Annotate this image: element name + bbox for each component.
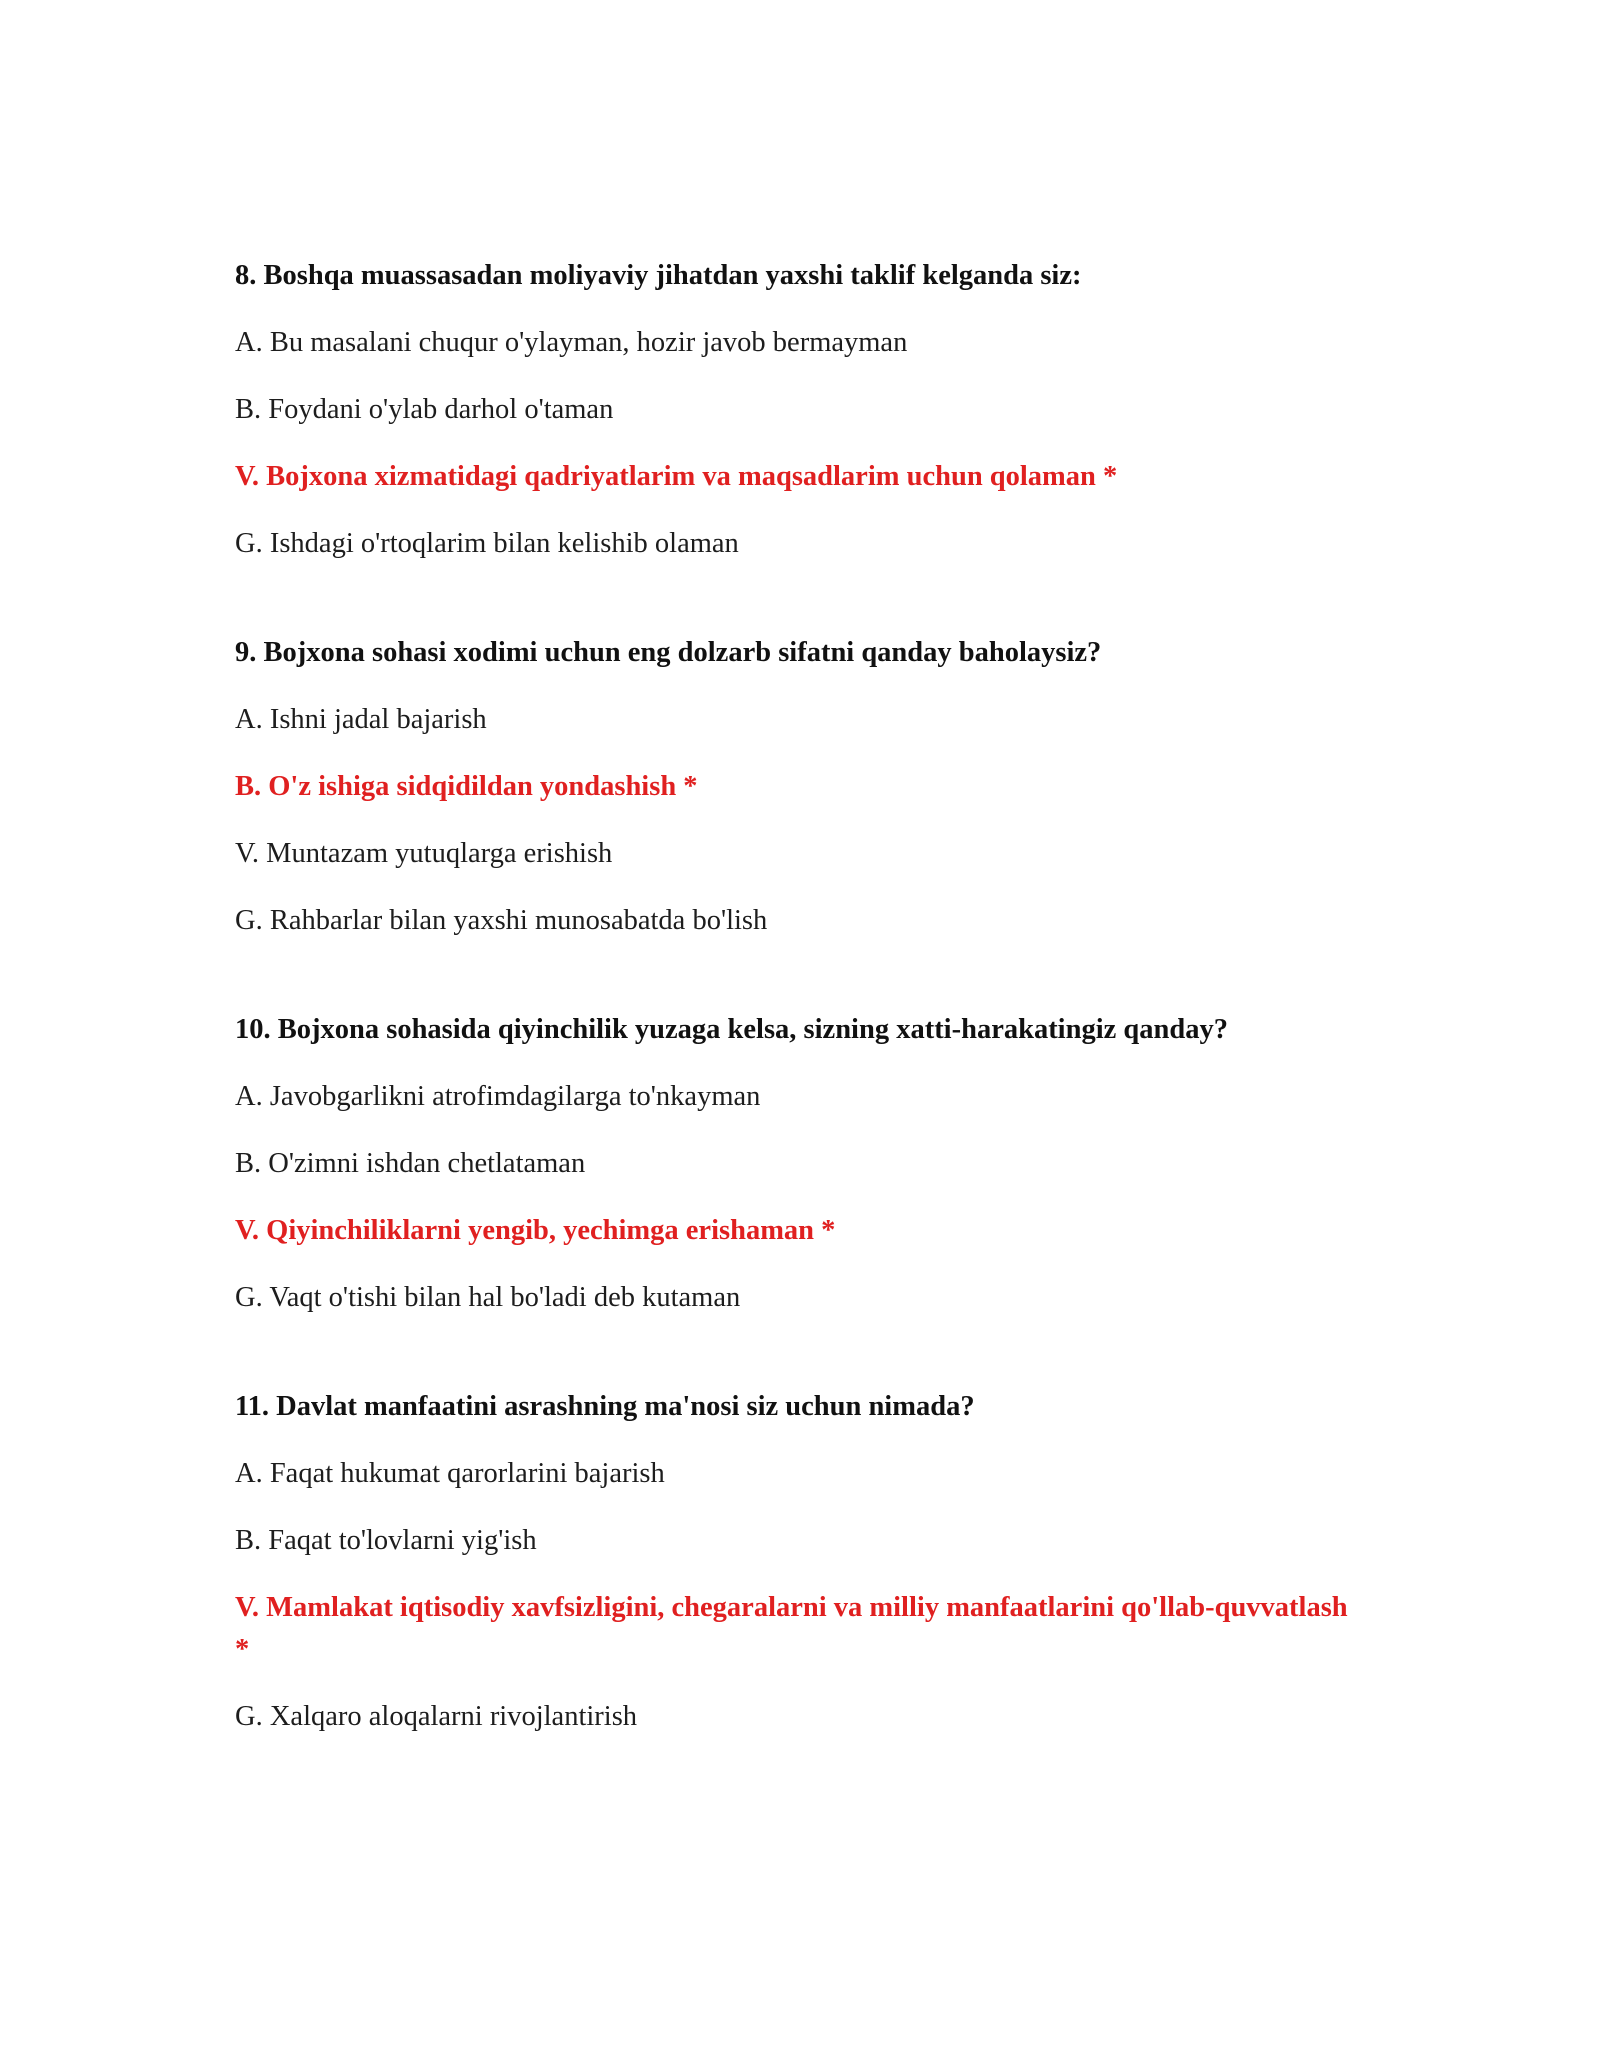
answer-option-b: B. Faqat to'lovlarni yig'ish <box>235 1525 537 1556</box>
answer-option-v-correct: V. Bojxona xizmatidagi qadriyatlarim va maqsadlarim uchun qolaman * <box>235 461 1118 492</box>
answer-option-g: G. Rahbarlar bilan yaxshi munosabatda bo'lish <box>235 905 768 936</box>
question-title: 11. Davlat manfaatini asrashning ma'nosi siz uchun nimada? <box>235 1391 975 1422</box>
answer-option-b-correct: B. O'z ishiga sidqidildan yondashish * <box>235 771 698 802</box>
answer-option-v-correct: V. Qiyinchiliklarni yengib, yechimga erishaman * <box>235 1215 836 1246</box>
answer-option-g: G. Vaqt o'tishi bilan hal bo'ladi deb kutaman <box>235 1282 741 1313</box>
answer-option-a: A. Javobgarlikni atrofimdagilarga to'nkayman <box>235 1081 761 1112</box>
question-title: 8. Boshqa muassasadan moliyaviy jihatdan yaxshi taklif kelganda siz: <box>235 260 1082 291</box>
answer-option-b: B. Foydani o'ylab darhol o'taman <box>235 394 614 425</box>
question-title: 10. Bojxona sohasida qiyinchilik yuzaga kelsa, sizning xatti-harakatingiz qanday? <box>235 1014 1228 1045</box>
answer-option-a: A. Ishni jadal bajarish <box>235 704 487 735</box>
answer-option-g: G. Ishdagi o'rtoqlarim bilan kelishib olaman <box>235 528 739 559</box>
answer-option-v: V. Muntazam yutuqlarga erishish <box>235 838 613 869</box>
answer-option-g: G. Xalqaro aloqalarni rivojlantirish <box>235 1701 638 1732</box>
answer-option-a: A. Bu masalani chuqur o'ylayman, hozir javob bermayman <box>235 327 908 358</box>
question-10 <box>235 1009 1365 1319</box>
question-8 <box>235 255 1365 565</box>
answer-option-v-correct: V. Mamlakat iqtisodiy xavfsizligini, chegaralarni va milliy manfaatlarini qo'llab-quvvatlash * <box>235 1592 1348 1665</box>
answer-option-b: B. O'zimni ishdan chetlataman <box>235 1148 586 1179</box>
quiz-content <box>235 255 1365 1738</box>
question-title: 9. Bojxona sohasi xodimi uchun eng dolzarb sifatni qanday baholaysiz? <box>235 637 1102 668</box>
question-11 <box>235 1386 1365 1738</box>
answer-option-a: A. Faqat hukumat qarorlarini bajarish <box>235 1458 665 1489</box>
question-9 <box>235 632 1365 942</box>
